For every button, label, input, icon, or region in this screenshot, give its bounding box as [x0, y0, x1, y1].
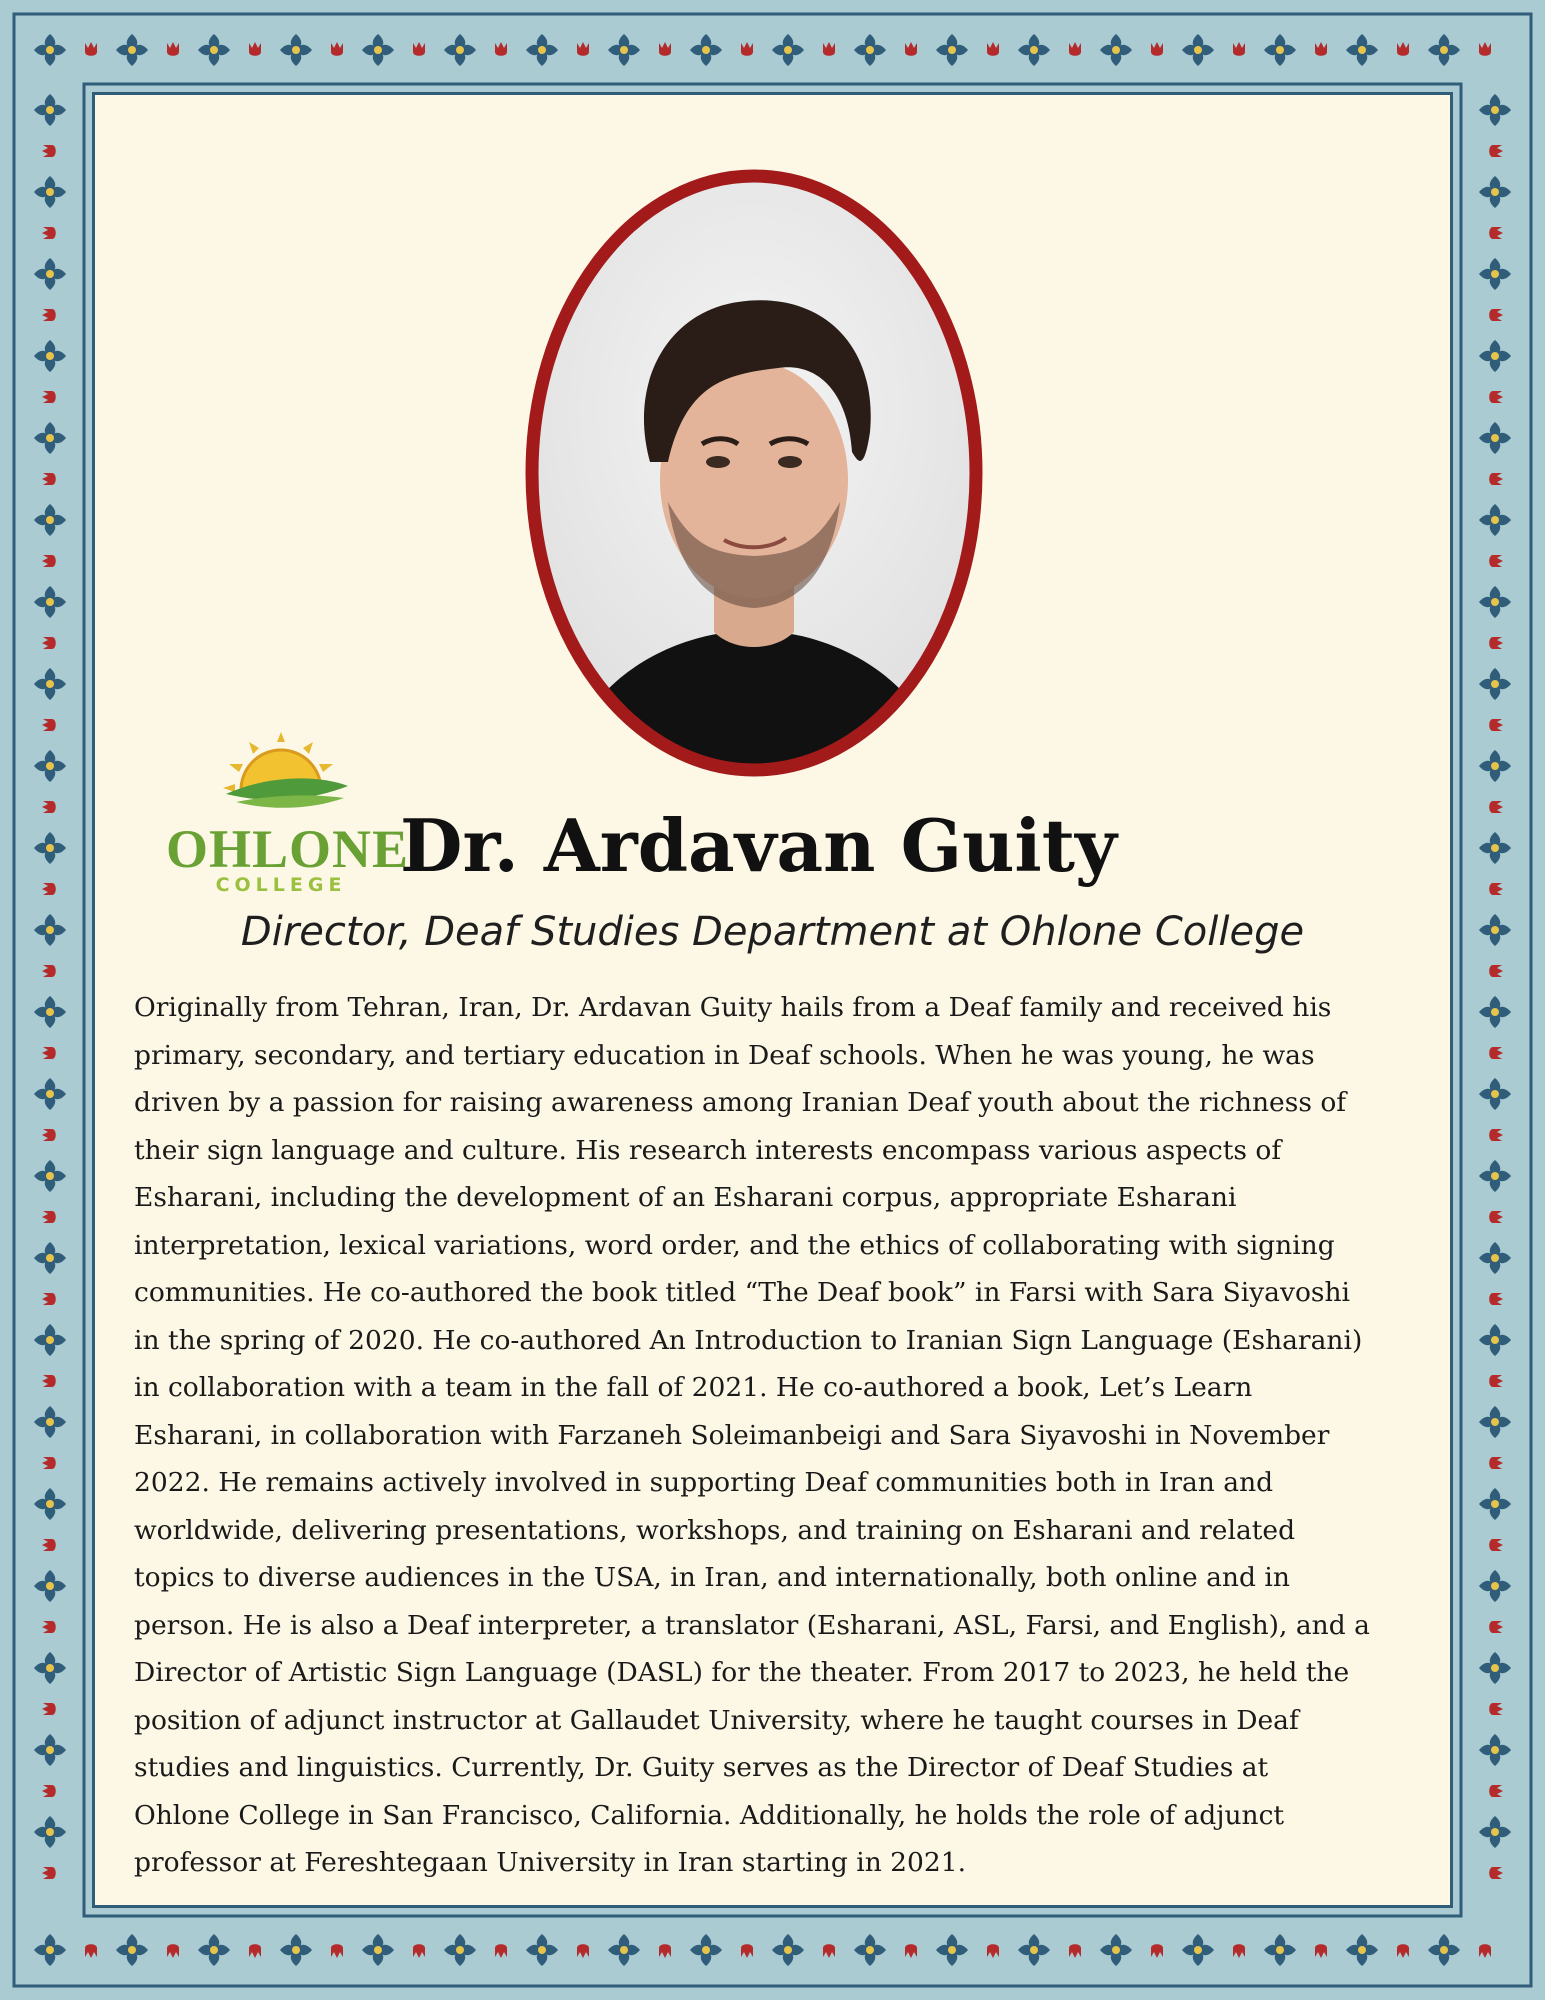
bio-line: primary, secondary, and tertiary education in Deaf schools. When he was young, he was: [134, 1039, 1315, 1071]
bio-line: Director of Artistic Sign Language (DASL) for the theater. From 2017 to 2023, he held the: [134, 1657, 1350, 1688]
bio-line: Esharani, in collaboration with Farzaneh Soleimanbeigi and Sara Siyavoshi in November: [134, 1419, 1330, 1451]
bio-line: worldwide, delivering presentations, workshops, and training on Esharani and related: [134, 1514, 1296, 1546]
sun-leaf-icon: [166, 728, 396, 828]
bio-line: in collaboration with a team in the fall of 2021. He co-authored a book, Let’s Learn: [134, 1372, 1253, 1403]
portrait-photo: [518, 162, 990, 784]
bio-line: position of adjunct instructor at Gallaudet University, where he taught courses in Deaf: [134, 1704, 1299, 1736]
bio-line: driven by a passion for raising awareness among Iranian Deaf youth about the richness of: [134, 1087, 1347, 1118]
bio-line: 2022. He remains actively involved in supporting Deaf communities both in Iran and: [134, 1467, 1274, 1498]
biography: [134, 984, 1434, 1887]
bio-line: communities. He co-authored the book titled “The Deaf book” in Farsi with Sara Siyavoshi: [134, 1277, 1351, 1308]
ohlone-college-logo: [166, 728, 410, 898]
bio-line: in the spring of 2020. He co-authored An Introduction to Iranian Sign Language (Esharani): [134, 1324, 1363, 1356]
bio-line: Originally from Tehran, Iran, Dr. Ardavan Guity hails from a Deaf family and received his: [134, 992, 1332, 1023]
bio-line: studies and linguistics. Currently, Dr. Guity serves as the Director of Deaf Studies at: [134, 1752, 1269, 1783]
bio-line: Esharani, including the development of an Esharani corpus, appropriate Esharani: [134, 1182, 1237, 1213]
logo-wordmark: OHLONE: [166, 819, 410, 879]
bio-line: professor at Fereshtegaan University in Iran starting in 2021.: [134, 1847, 967, 1878]
bio-line: topics to diverse audiences in the USA, in Iran, and internationally, both online and in: [134, 1562, 1290, 1593]
bio-line: interpretation, lexical variations, word order, and the ethics of collaborating with signing: [134, 1229, 1335, 1261]
bio-line: their sign language and culture. His research interests encompass various aspects of: [134, 1134, 1282, 1166]
bio-line: Ohlone College in San Francisco, California. Additionally, he holds the role of adjunct: [134, 1799, 1285, 1831]
bio-line: person. He is also a Deaf interpreter, a translator (Esharani, ASL, Farsi, and English), and a: [134, 1609, 1370, 1641]
person-name: Dr. Ardavan Guity: [400, 803, 1117, 888]
logo-subtitle: COLLEGE: [215, 874, 347, 896]
person-title: Director, Deaf Studies Department at Ohlone College: [240, 909, 1305, 955]
